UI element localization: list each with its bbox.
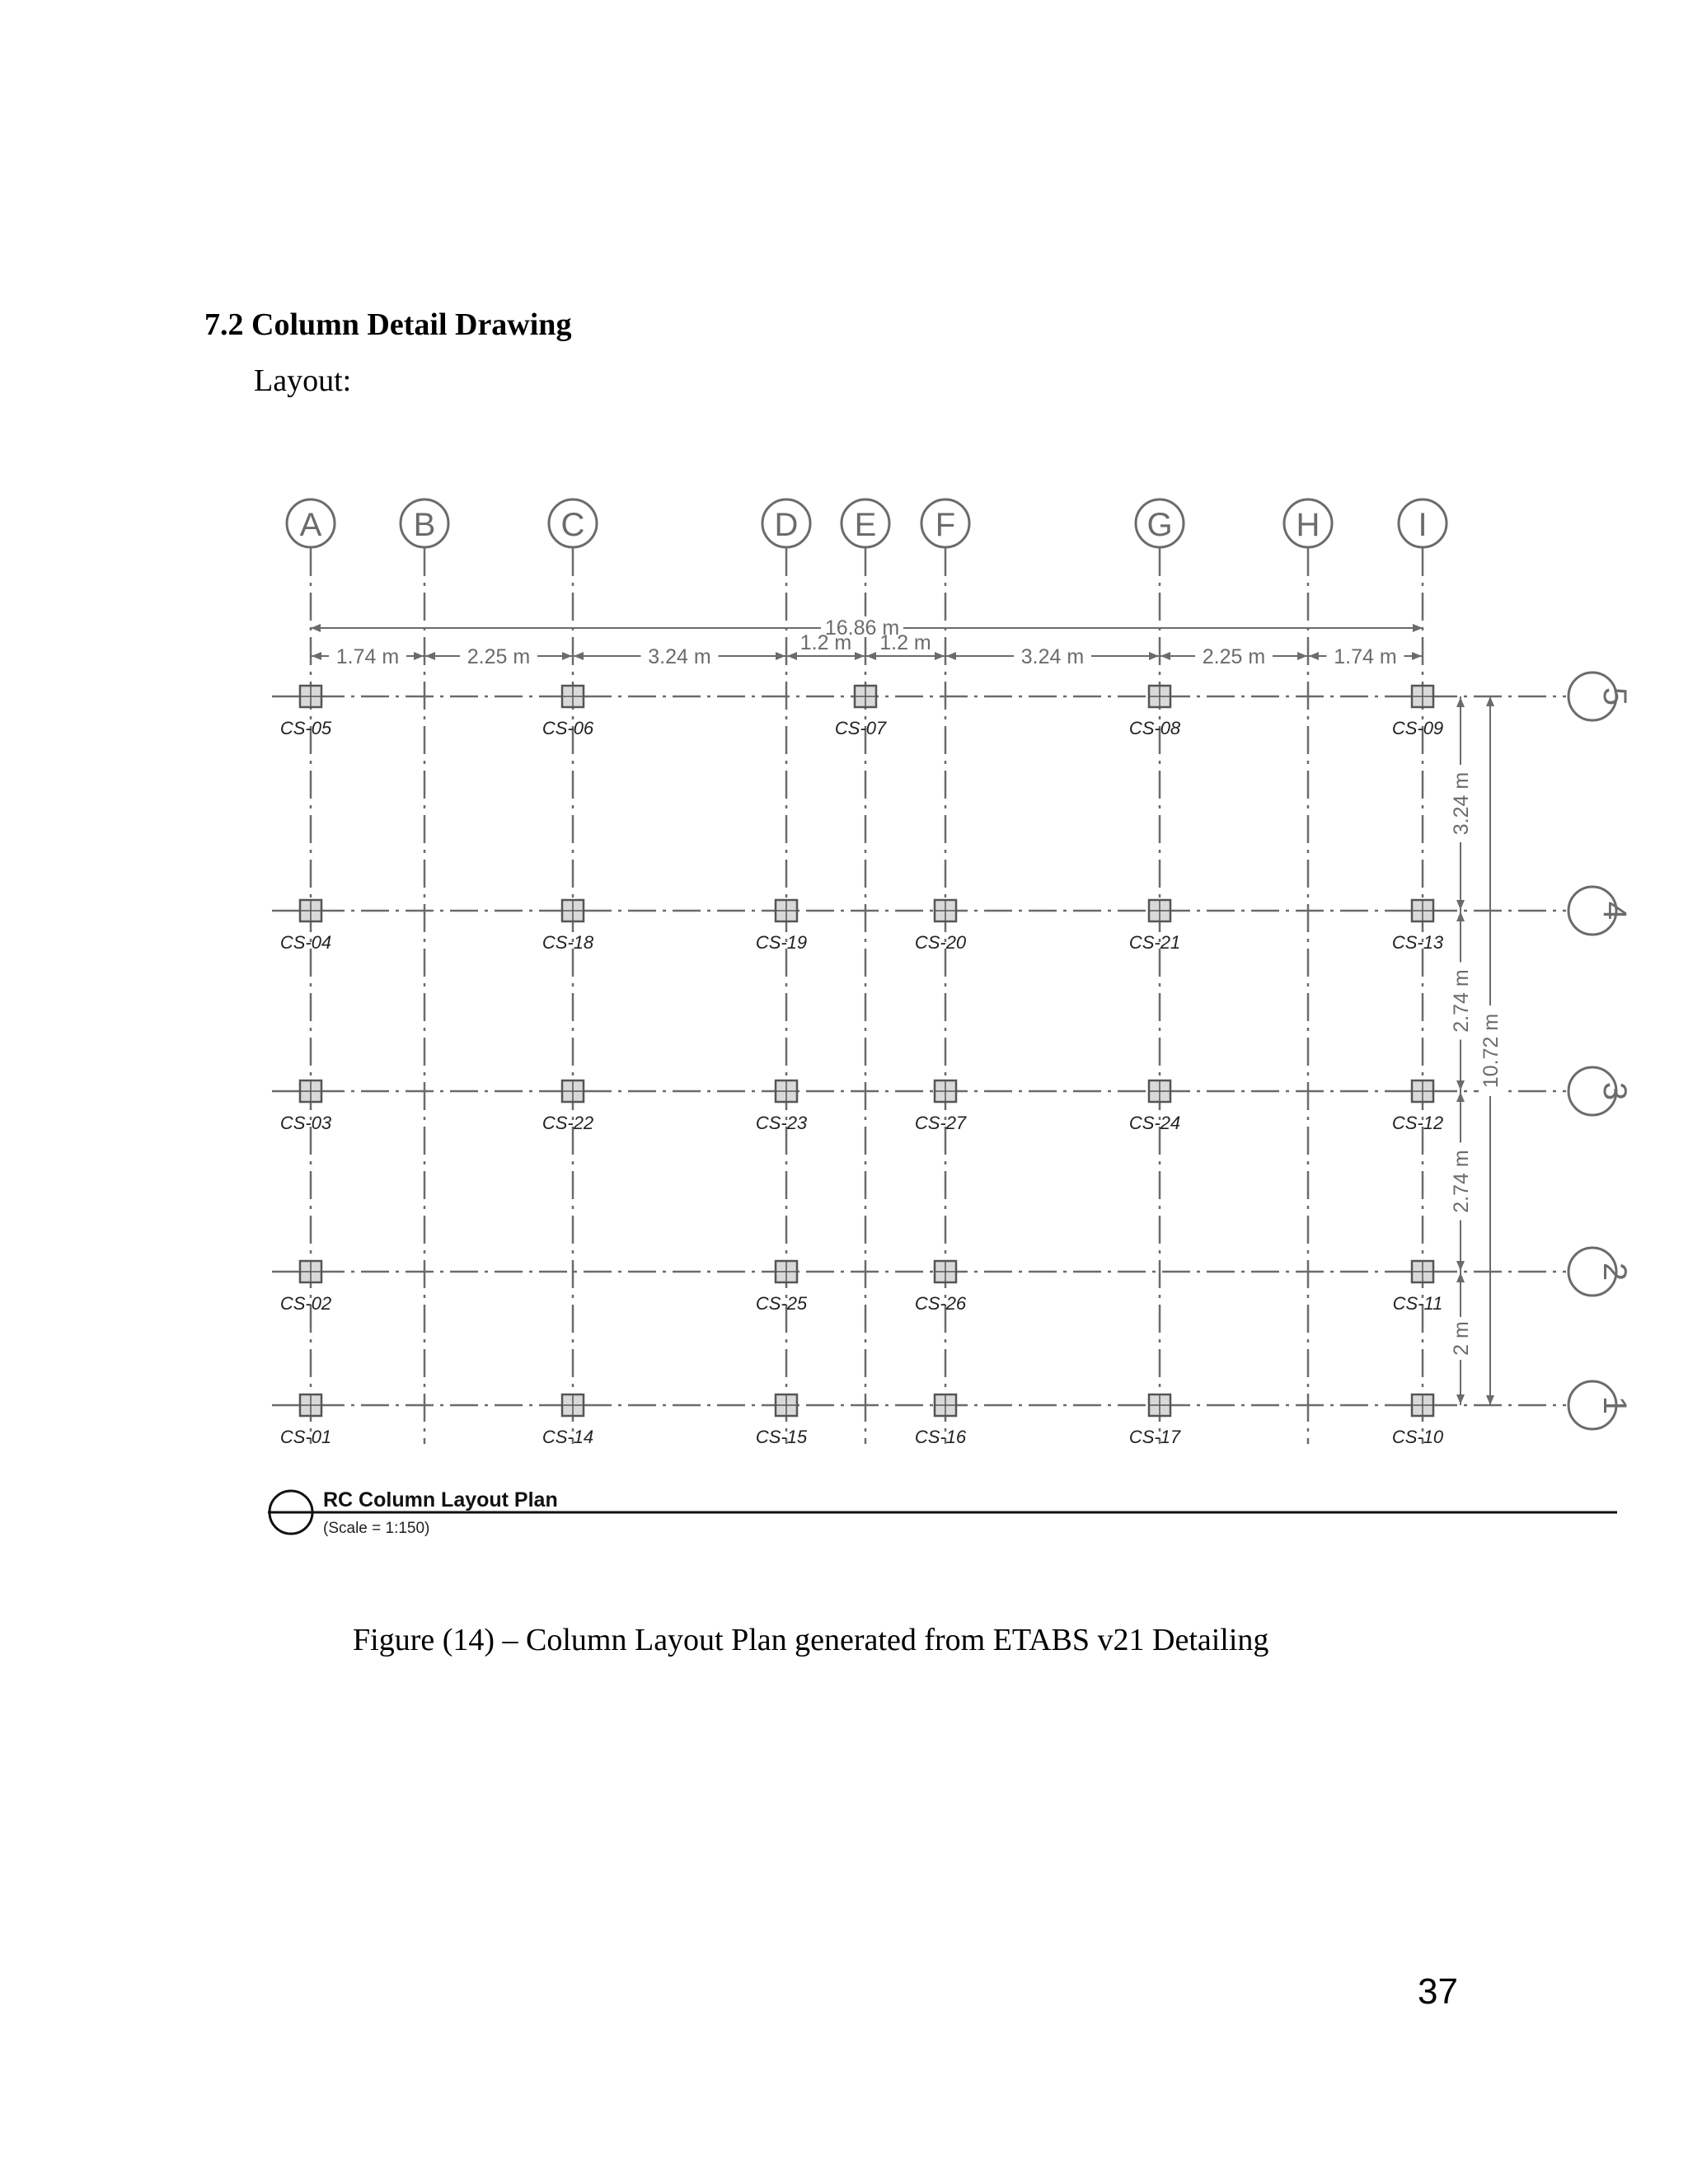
column-cs-22 — [542, 1080, 593, 1133]
grid-bubble-label: E — [854, 507, 877, 543]
column-cs-17 — [1129, 1394, 1181, 1447]
dimension-arrow — [866, 652, 876, 660]
overall-height-label: 10.72 m — [1479, 1013, 1503, 1089]
width-dimension-label: 1.74 m — [1334, 645, 1397, 668]
column-label: CS-27 — [914, 1113, 967, 1133]
figure-caption: Figure (14) – Column Layout Plan generated from ETABS v21 Detailing — [353, 1623, 1269, 1657]
dimension-arrow — [1456, 1394, 1465, 1404]
dimension-arrow — [1486, 696, 1494, 706]
plan-title: RC Column Layout Plan — [323, 1488, 558, 1511]
width-dimension-label: 1.2 m — [879, 631, 931, 654]
column-cs-25 — [756, 1261, 808, 1314]
column-label: CS-22 — [542, 1113, 594, 1133]
width-dimension-label: 3.24 m — [648, 645, 711, 668]
grid-bubble-label: C — [560, 507, 585, 543]
grid-bubble-F — [921, 499, 969, 547]
grid-bubble-H — [1284, 499, 1332, 547]
dimension-arrow — [1456, 1272, 1465, 1282]
column-label: CS-01 — [279, 1427, 332, 1447]
dimension-arrow — [935, 652, 945, 660]
dimension-arrow — [1412, 652, 1422, 660]
dimension-arrow — [414, 652, 424, 660]
dimension-arrow — [425, 652, 435, 660]
column-label: CS-09 — [1391, 718, 1444, 738]
column-label: CS-26 — [914, 1293, 967, 1314]
column-label: CS-23 — [755, 1113, 808, 1133]
column-label: CS-10 — [1391, 1427, 1444, 1447]
column-label: CS-14 — [542, 1427, 594, 1447]
dimension-arrow — [1486, 1395, 1494, 1405]
column-cs-20 — [915, 900, 967, 953]
grid-bubble-label: D — [774, 507, 799, 543]
column-cs-02 — [280, 1261, 331, 1314]
height-dimension-label: 2 m — [1450, 1321, 1473, 1356]
dimension-arrow — [1309, 652, 1319, 660]
column-label: CS-05 — [279, 718, 332, 738]
grid-bubble-label: 1 — [1597, 1395, 1633, 1415]
layout-subheading: Layout: — [254, 363, 352, 398]
width-dimension-label: 3.24 m — [1020, 645, 1085, 668]
column-label: CS-12 — [1391, 1113, 1444, 1133]
column-cs-08 — [1129, 686, 1181, 738]
grid-bubble-label: A — [299, 507, 322, 543]
column-cs-07 — [835, 686, 887, 738]
column-label: CS-16 — [914, 1427, 967, 1447]
grid-bubble-C — [549, 499, 597, 547]
grid-bubble-5 — [1568, 673, 1633, 720]
dimension-arrow — [1456, 900, 1465, 910]
dimension-arrow — [1456, 697, 1465, 707]
dimension-arrow — [776, 652, 785, 660]
column-label: CS-25 — [755, 1293, 808, 1314]
width-dimension-label: 2.25 m — [1202, 645, 1266, 668]
column-cs-23 — [756, 1080, 808, 1133]
page-number: 37 — [1418, 1971, 1458, 2012]
column-label: CS-19 — [755, 932, 808, 953]
column-cs-18 — [542, 900, 594, 953]
column-label: CS-07 — [834, 718, 887, 738]
column-cs-03 — [280, 1080, 332, 1133]
column-label: CS-15 — [755, 1427, 808, 1447]
grid-bubble-label: I — [1418, 507, 1428, 543]
grid-bubble-A — [287, 499, 335, 547]
dimension-arrow — [1456, 1261, 1465, 1271]
column-label: CS-24 — [1128, 1113, 1181, 1133]
dimension-arrow — [1413, 624, 1423, 632]
overall-width-label: 16.86 m — [824, 616, 900, 640]
dimension-arrow — [1456, 1092, 1465, 1102]
plan-title-block — [268, 1488, 1617, 1537]
column-cs-09 — [1392, 686, 1443, 738]
column-label: CS-11 — [1392, 1293, 1443, 1314]
grid-bubble-D — [762, 499, 810, 547]
dimension-arrow — [855, 652, 865, 660]
grid-bubble-1 — [1568, 1381, 1633, 1429]
columns — [280, 686, 1444, 1447]
column-cs-16 — [915, 1394, 967, 1447]
dimension-arrow — [1297, 652, 1307, 660]
dimension-lines — [311, 616, 1503, 1405]
column-label: CS-04 — [279, 932, 332, 953]
dimension-arrow — [1149, 652, 1159, 660]
dimension-arrow — [787, 652, 797, 660]
column-label: CS-21 — [1128, 932, 1181, 953]
width-dimension-label: 2.25 m — [467, 645, 531, 668]
column-label: CS-03 — [279, 1113, 332, 1133]
grid-bubble-I — [1399, 499, 1447, 547]
grid-bubble-3 — [1568, 1067, 1633, 1115]
grid-bubbles — [287, 499, 1633, 1429]
column-cs-19 — [756, 900, 807, 953]
column-cs-24 — [1129, 1080, 1180, 1133]
column-label: CS-06 — [542, 718, 594, 738]
width-dimension-label: 1.74 m — [335, 645, 400, 668]
column-cs-26 — [915, 1261, 967, 1314]
plan-scale: (Scale = 1:150) — [323, 1520, 430, 1537]
column-cs-14 — [542, 1394, 593, 1447]
column-cs-21 — [1129, 900, 1180, 953]
dimension-arrow — [1456, 1080, 1465, 1090]
grid-bubble-label: F — [935, 507, 956, 543]
dimension-arrow — [312, 652, 321, 660]
column-cs-01 — [280, 1394, 331, 1447]
grid-bubble-E — [842, 499, 889, 547]
grid-bubble-label: H — [1296, 507, 1320, 543]
grid-bubble-label: 5 — [1597, 687, 1633, 706]
height-dimension-label: 2.74 m — [1450, 1150, 1473, 1213]
column-label: CS-08 — [1128, 718, 1181, 738]
dimension-arrow — [1456, 912, 1465, 921]
dimension-arrow — [1160, 652, 1170, 660]
height-dimension-label: 2.74 m — [1450, 969, 1473, 1033]
column-cs-06 — [542, 686, 594, 738]
grid-bubble-B — [401, 499, 448, 547]
grid-bubble-G — [1136, 499, 1184, 547]
grid-bubble-label: 2 — [1597, 1262, 1633, 1282]
column-cs-11 — [1393, 1261, 1443, 1314]
column-cs-10 — [1392, 1394, 1444, 1447]
dimension-arrow — [562, 652, 572, 660]
grid-bubble-label: 3 — [1597, 1081, 1633, 1101]
column-label: CS-17 — [1128, 1427, 1181, 1447]
height-dimension-label: 3.24 m — [1450, 771, 1473, 836]
section-heading: 7.2 Column Detail Drawing — [204, 307, 572, 342]
column-cs-27 — [915, 1080, 967, 1133]
grid-bubble-label: 4 — [1597, 901, 1633, 921]
column-cs-04 — [280, 900, 331, 953]
dimension-arrow — [311, 624, 321, 632]
column-cs-05 — [280, 686, 332, 738]
dimension-arrow — [946, 652, 956, 660]
column-label: CS-13 — [1391, 932, 1444, 953]
grid-bubble-label: G — [1146, 507, 1173, 543]
column-label: CS-20 — [914, 932, 967, 953]
column-cs-13 — [1392, 900, 1444, 953]
column-cs-15 — [756, 1394, 808, 1447]
grid-bubble-2 — [1568, 1248, 1633, 1296]
width-dimension-label: 1.2 m — [799, 631, 852, 654]
grid-bubble-label: B — [413, 507, 436, 543]
column-label: CS-18 — [542, 932, 594, 953]
column-label: CS-02 — [279, 1293, 332, 1314]
column-cs-12 — [1392, 1080, 1443, 1133]
grid-bubble-4 — [1568, 887, 1633, 935]
dimension-arrow — [574, 652, 584, 660]
